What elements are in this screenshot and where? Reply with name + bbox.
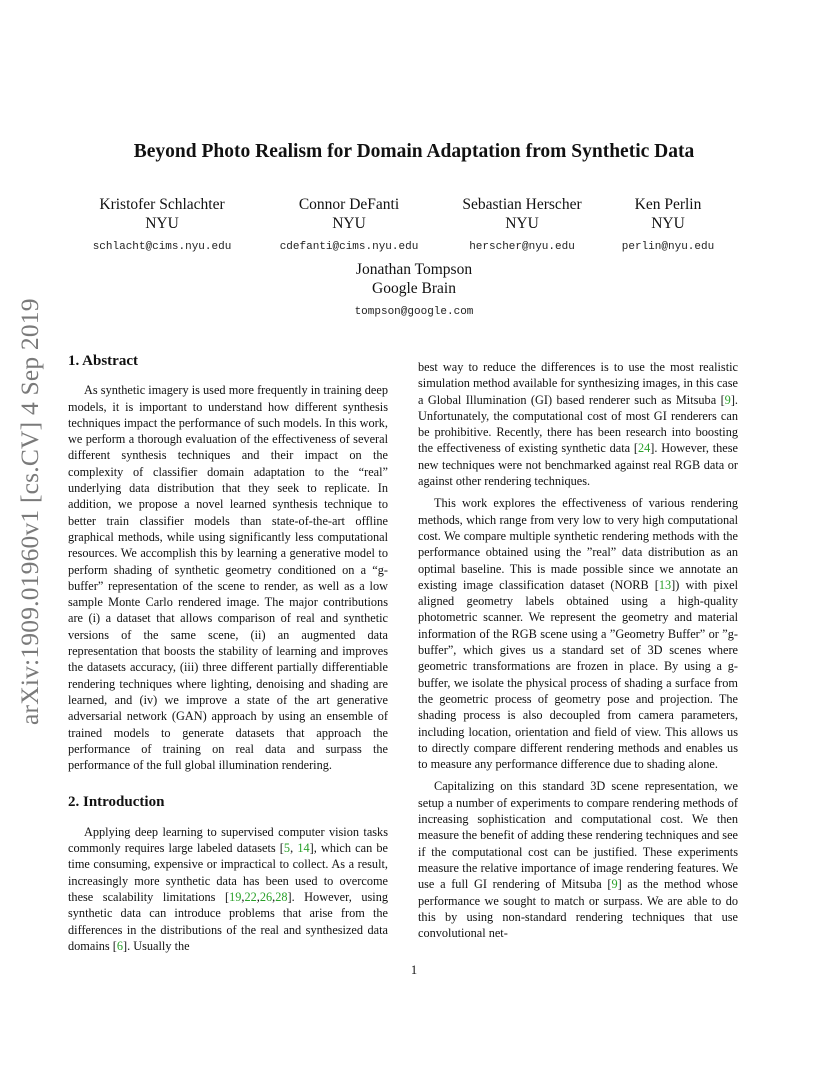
author-block [264,195,434,257]
left-column [68,353,388,954]
citation-link[interactable]: 22 [244,889,257,904]
author-affiliation: NYU [332,215,366,232]
author-name: Connor DeFanti [298,196,400,213]
author-affiliation: Google Brain [372,280,456,297]
citation-link[interactable]: 26 [259,889,273,904]
citation-link[interactable]: 13 [658,577,672,592]
author-block [314,260,514,322]
citation-link[interactable]: 19 [229,889,242,904]
author-block [449,195,595,257]
introduction-heading: 2. Introduction [68,794,165,811]
right-column [418,359,738,941]
citation-link[interactable]: 5 [283,841,291,856]
author-name: Sebastian Herscher [462,196,582,213]
author-affiliation: NYU [651,215,685,232]
author-email: perlin@nyu.edu [621,241,715,253]
author-name: Kristofer Schlachter [99,196,225,213]
citation-link[interactable]: 6 [116,938,123,953]
author-name: Jonathan Tompson [355,261,473,278]
paper-title: Beyond Photo Realism for Domain Adaptation from Synthetic Data [133,141,695,162]
abstract-paragraph: As synthetic imagery is used more frequently in training deep models, it is important to understand how different synthesis techniques impact the performance of such models. In this work, we perform a thorough evaluation of the effectiveness of several different synthesis techniques and their impact on the complexity of classifier domain adaptation to the “real” underlying data distribution that they seek to replicate. In addition, we propose a novel learned synthesis technique to better train classifier models than state-of-the-art offline graphical methods, while using significantly less computational resources. We accomplish this by learning a generative model to perform shading of synthetic geometry conditioned on a “g-buffer” representation of the scene to render, as well as a low sample Monte Carlo rendered image. The major contributions are (i) a dataset that allows comparison of real and synthetic versions of the same scene, (ii) an augmented data representation that boosts the stability of learning and improves the datasets accuracy, (iii) three different partially differentiable rendering techniques where lighting, denoising and shading are learned, and (iv) we improve a state of the art generative adversarial network (GAN) approach by using an ensemble of trained models to generate datasets that approach the performance of training on real data and surpass the performance of the full global illumination rendering. [68,383,388,773]
citation-link[interactable]: 24 [638,441,651,456]
author-email: tompson@google.com [354,306,474,318]
author-email: schlacht@cims.nyu.edu [92,241,232,253]
intro-paragraph: This work explores the effectiveness of various rendering methods, which range from very low to very high computational cost. We compare multiple synthetic rendering methods with the performance obtained using the ”real” data distribution as an optimal baseline. This is made possible since we annotate an existing image classification dataset (NORB [13]) with pixel aligned geometry labels obtained using a high-quality photometric scanner. We represent the geometry and material information of the RGB scene using a ”Geometry Buffer” or ”g-buffer”, which gives us a standard set of 3D scenes where geometric transformations are frozen in place. By using a g-buffer, we isolate the physical process of shading a surface from the geometric process of geometry pose and projection. The shading process is also decoupled from camera parameters, including location, orientation and field of view. This allows us to directly compare different rendering methods and enables us to measure any performance difference due to shading alone. [418,496,738,772]
author-block [82,195,242,257]
intro-paragraph: Applying deep learning to supervised computer vision tasks commonly requires large labeled datasets [5, 14], which can be time consuming, expensive or impractical to collect. As a result, increasingly more synthetic data has been used to overcome these scalability limitations [19,22,26,28]. However, using synthetic data can introduce problems that arise from the differences in the distributions of the real and synthesized data domains [6]. Usually the [68,824,388,953]
author-affiliation: NYU [505,215,539,232]
author-email: cdefanti@cims.nyu.edu [279,241,419,253]
author-name: Ken Perlin [634,196,702,213]
author-affiliation: NYU [145,215,179,232]
citation-link[interactable]: 9 [724,392,731,407]
arxiv-stamp: arXiv:1909.01960v1 [cs.CV] 4 Sep 2019 [15,298,44,726]
intro-paragraph: Capitalizing on this standard 3D scene representation, we setup a number of experiments to compare rendering methods of increasing sophistication and computational cost. We then measure the benefit of adding these rendering techniques and see if the computational cost can be justified. These experiments measure the relative importance of image rendering features. We use a full GI rendering of Mitsuba [9] as the method whose performance we sought to match or surpass. We are able to do this by using non-standard rendering techniques that use convolutional net- [418,779,739,941]
abstract-heading: 1. Abstract [68,353,138,369]
citation-link[interactable]: 28 [275,889,288,904]
page-number: 1 [410,963,418,977]
citation-link[interactable]: 9 [611,877,618,892]
author-block [608,195,728,257]
intro-paragraph: best way to reduce the differences is to use the most realistic simulation method available for synthesizing images, in this case a Global Illumination (GI) based renderer such as Mitsuba [9]. Unfortunately, the computational cost of most GI renderers can be prohibitive. Recently, there has been research into boosting the effectiveness of existing synthetic data [24]. However, these new techniques were not benchmarked against real RGB data or against other rendering techniques. [418,360,738,489]
citation-link[interactable]: 14 [297,841,310,856]
author-email: herscher@nyu.edu [469,241,575,253]
